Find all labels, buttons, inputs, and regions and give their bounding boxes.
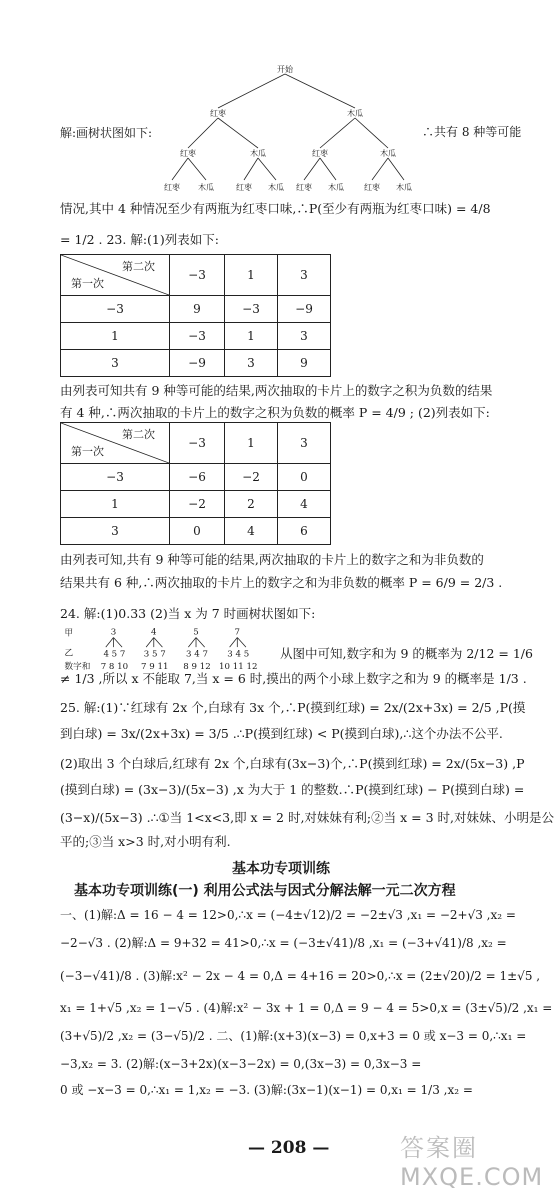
text-line: x₁ = 1+√5 ,x₂ = 1−√5 . (4)解:x² − 3x + 1 = 0,Δ = 9 − 4 = 5>0,x = (3±√5)/2 ,x₁ = [60, 1001, 553, 1015]
row-label: −3 [61, 464, 170, 491]
tree-node: 红枣 [312, 149, 328, 158]
table-row [61, 350, 331, 377]
text-line: 有 4 种,∴两次抽取的卡片上的数字之积为负数的概率 P = 4/9 ; (2)列表如下: [60, 405, 490, 420]
table-header-cell: 3 [278, 423, 331, 464]
text-line: (3+√5)/2 ,x₂ = (3−√5)/2 . 二、(1)解:(x+3)(x−3) = 0,x+3 = 0 或 x−3 = 0,∴x₁ = [60, 1029, 527, 1043]
tree-leaf: 红枣 [364, 183, 380, 192]
text-line: 由列表可知共有 9 种等可能的结果,两次抽取的卡片上的数字之积为负数的结果 [60, 383, 493, 398]
table-cell: 3 [225, 350, 278, 377]
tree-leaf: 木瓜 [268, 183, 284, 192]
tree-leaf: 红枣 [296, 183, 312, 192]
tree-mid-nodes: 3 4 7 [186, 649, 208, 660]
text-line: 0 或 −x−3 = 0,∴x₁ = 1,x₂ = −3. (3)解:(3x−1)(x−1) = 0,x₁ = 1/3 ,x₂ = [60, 1083, 473, 1097]
text-line: 结果共有 6 种,∴两次抽取的卡片上的数字之和为非负数的概率 P = 6/9 = 2/3 . [60, 575, 503, 590]
section-heading: 基本功专项训练 [232, 861, 330, 877]
sum-table [60, 422, 331, 545]
tree-leaf: 木瓜 [198, 183, 214, 192]
table-cell: 3 [278, 323, 331, 350]
tree-leaf: 红枣 [236, 183, 252, 192]
table-row [61, 323, 331, 350]
table-cell: −6 [170, 464, 225, 491]
table-header-cell: 1 [225, 423, 278, 464]
row-label: −3 [61, 296, 170, 323]
table-row [61, 464, 331, 491]
table-header-cell: 3 [278, 255, 331, 296]
text-line: (2)取出 3 个白球后,红球有 2x 个,白球有(3x−3)个,∴P(摸到红球) = 2x/(5x−3) ,P [60, 756, 525, 771]
row-label: 1 [61, 323, 170, 350]
tree-sum-nodes: 7 8 10 [100, 662, 129, 673]
table-cell: −2 [225, 464, 278, 491]
table-cell: 2 [225, 491, 278, 518]
tree-intro-text: 解:画树状图如下: [60, 126, 153, 140]
table-cell: 1 [225, 323, 278, 350]
row-label: 1 [61, 491, 170, 518]
tree-leaf: 红枣 [164, 183, 180, 192]
text-line: 25. 解:(1)∵红球有 2x 个,白球有 3x 个,∴P(摸到红球) = 2x/(2x+3x) = 2/5 ,P(摸 [60, 700, 526, 715]
tree-node: 红枣 [210, 109, 226, 118]
table-cell: 4 [278, 491, 331, 518]
tree-node: 木瓜 [347, 109, 363, 118]
tree-diagram-flavors [150, 62, 420, 198]
column-header-label: 第二次 [122, 260, 155, 273]
table-corner-header [61, 423, 170, 464]
table-cell: 0 [278, 464, 331, 491]
tree-diagram-balls [60, 625, 285, 673]
tree-top-node: 3 [110, 627, 117, 638]
tree-root: 开始 [277, 65, 293, 74]
text-line: (摸到白球) = (3x−3)/(5x−3) ,x 为大于 1 的整数.∴P(摸到红球) − P(摸到白球) = [60, 782, 525, 797]
table-row [61, 491, 331, 518]
table-cell: −3 [225, 296, 278, 323]
table-cell: 0 [170, 518, 225, 545]
text-line: (3−x)/(5x−3) .∴①当 1<x<3,即 x = 2 时,对妹妹有利;②当 x = 3 时,对妹妹、小明是公 [60, 810, 554, 825]
table-cell: 9 [170, 296, 225, 323]
table-header-cell: −3 [170, 255, 225, 296]
product-table [60, 254, 331, 377]
tree-node: 红枣 [180, 149, 196, 158]
text-line: 24. 解:(1)0.33 (2)当 x 为 7 时画树状图如下: [60, 606, 316, 621]
tree-mid-nodes: 4 5 7 [103, 649, 126, 660]
column-header-label: 第二次 [122, 428, 155, 441]
page-number: — 208 — [248, 1138, 330, 1158]
table-header-cell: −3 [170, 423, 225, 464]
tree-mid-nodes: 3 5 7 [143, 649, 166, 660]
tree-sum-nodes: 7 9 11 [141, 662, 169, 673]
row-label-jia: 甲 [64, 628, 74, 639]
tree-leaf: 木瓜 [396, 183, 412, 192]
row-label: 3 [61, 350, 170, 377]
text-line: 由列表可知,共有 9 种等可能的结果,两次抽取的卡片上的数字之和为非负数的 [60, 552, 484, 567]
row-label: 3 [61, 518, 170, 545]
tree-top-node: 5 [193, 627, 199, 638]
tree-leaf: 木瓜 [328, 183, 344, 192]
text-line: −3,x₂ = 3. (2)解:(x−3+2x)(x−3−2x) = 0,(3x−3) = 0,3x−3 = [60, 1057, 422, 1071]
table-corner-header [61, 255, 170, 296]
table-cell: 6 [278, 518, 331, 545]
table-cell: −3 [170, 323, 225, 350]
tree-sum-nodes: 8 9 12 [183, 662, 211, 673]
watermark-text: 答案圈 [400, 1134, 478, 1162]
tree-top-node: 4 [151, 627, 157, 638]
table-row [61, 296, 331, 323]
tree-top-node: 7 [234, 627, 241, 638]
table-cell: −9 [170, 350, 225, 377]
text-line: 到白球) = 3x/(2x+3x) = 3/5 .∴P(摸到红球) < P(摸到白球),∴这个办法不公平. [60, 726, 503, 741]
row-header-label: 第一次 [71, 277, 104, 290]
table-cell: 9 [278, 350, 331, 377]
tree-sum-nodes: 10 11 12 [219, 662, 258, 673]
tree-mid-nodes: 3 4 5 [227, 649, 250, 660]
tree-node: 木瓜 [250, 149, 266, 158]
table-cell: −9 [278, 296, 331, 323]
row-header-label: 第一次 [71, 445, 104, 458]
table-cell: −2 [170, 491, 225, 518]
table-row [61, 518, 331, 545]
watermark-url: MXQE.COM [400, 1163, 544, 1191]
table-cell: 4 [225, 518, 278, 545]
watermark-logo [400, 1128, 550, 1194]
subsection-heading: 基本功专项训练(一) 利用公式法与因式分解法解一元二次方程 [74, 883, 456, 899]
text-line: 一、(1)解:Δ = 16 − 4 = 12>0,∴x = (−4±√12)/2 = −2±√3 ,x₁ = −2+√3 ,x₂ = [60, 908, 516, 922]
text-line: 从图中可知,数字和为 9 的概率为 2/12 = 1/6 [280, 646, 533, 661]
table-header-cell: 1 [225, 255, 278, 296]
text-line: (−3−√41)/8 . (3)解:x² − 2x − 4 = 0,Δ = 4+16 = 20>0,∴x = (2±√20)/2 = 1±√5 , [60, 969, 541, 983]
text-line: = 1/2 . 23. 解:(1)列表如下: [60, 232, 219, 247]
text-line: −2−√3 . (2)解:Δ = 9+32 = 41>0,∴x = (−3±√41)/8 ,x₁ = (−3+√41)/8 ,x₂ = [60, 936, 507, 950]
tree-result-text: ∴共有 8 种等可能 [422, 125, 522, 139]
tree-node: 木瓜 [380, 149, 396, 158]
text-line: ≠ 1/3 ,所以 x 不能取 7,当 x = 6 时,摸出的两个小球上数字之和为 9 的概率是 1/3 . [60, 671, 527, 686]
row-label-sum: 数字和 [64, 662, 91, 673]
row-label-yi: 乙 [64, 648, 74, 659]
text-line: 平的;③当 x>3 时,对小明有利. [60, 834, 231, 849]
text-line: 情况,其中 4 种情况至少有两瓶为红枣口味,∴P(至少有两瓶为红枣口味) = 4/8 [60, 201, 491, 216]
